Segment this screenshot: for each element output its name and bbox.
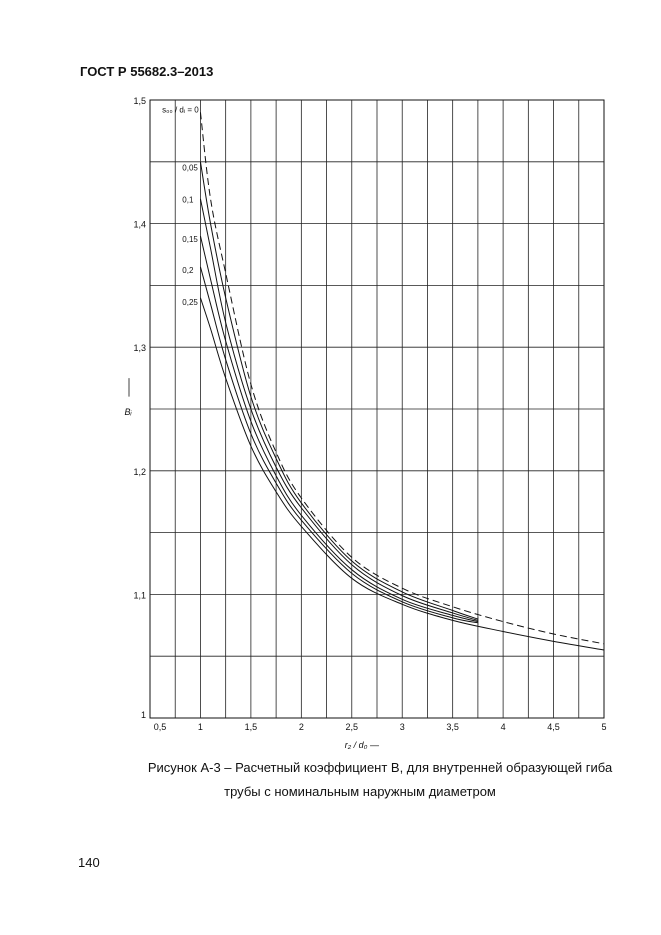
curve-label: 0,2 <box>182 266 194 276</box>
x-tick-label: 2,5 <box>345 722 359 732</box>
x-tick-label: 1,5 <box>244 722 258 732</box>
y-tick-label: 1,3 <box>133 343 146 354</box>
curve-series-1 <box>200 162 477 619</box>
curve-label: 0,1 <box>182 195 194 205</box>
x-tick-label: 1 <box>197 722 203 732</box>
x-axis-label: r₂ / d₀ — <box>344 740 379 750</box>
curve-label: 0,15 <box>182 235 198 245</box>
legend-title: s₀₀ / dᵢ = 0 <box>162 105 199 115</box>
y-tick-label: 1,5 <box>133 96 146 106</box>
x-tick-label: 4 <box>500 722 506 732</box>
curve-series-4 <box>200 267 477 623</box>
y-tick-label: 1,4 <box>133 219 146 230</box>
y-axis-label: Bᵢ <box>124 407 132 418</box>
document-header: ГОСТ Р 55682.3–2013 <box>80 64 214 79</box>
figure-caption-line1: Рисунок А-3 – Расчетный коэффициент B, для внутренней образующей гиба <box>147 760 613 775</box>
figure-caption-line2: трубы с номинальным наружным диаметром <box>224 784 496 799</box>
x-tick-label: 5 <box>601 722 607 732</box>
y-tick-label: 1,2 <box>133 466 146 477</box>
x-tick-label: 0,5 <box>153 722 167 732</box>
chart-grid <box>150 100 604 718</box>
x-tick-label: 2 <box>298 722 304 732</box>
x-tick-label: 3,5 <box>446 722 459 732</box>
curve-label: 0,25 <box>182 298 198 308</box>
y-tick-label: 1 <box>140 710 146 720</box>
page-number: 140 <box>78 855 100 870</box>
x-tick-label: 4,5 <box>547 722 560 732</box>
y-tick-label: 1,1 <box>133 590 146 601</box>
chart-labels <box>124 96 606 750</box>
curve-label: 0,05 <box>182 163 198 173</box>
x-tick-label: 3 <box>399 722 405 732</box>
curve-series-3 <box>200 236 477 622</box>
